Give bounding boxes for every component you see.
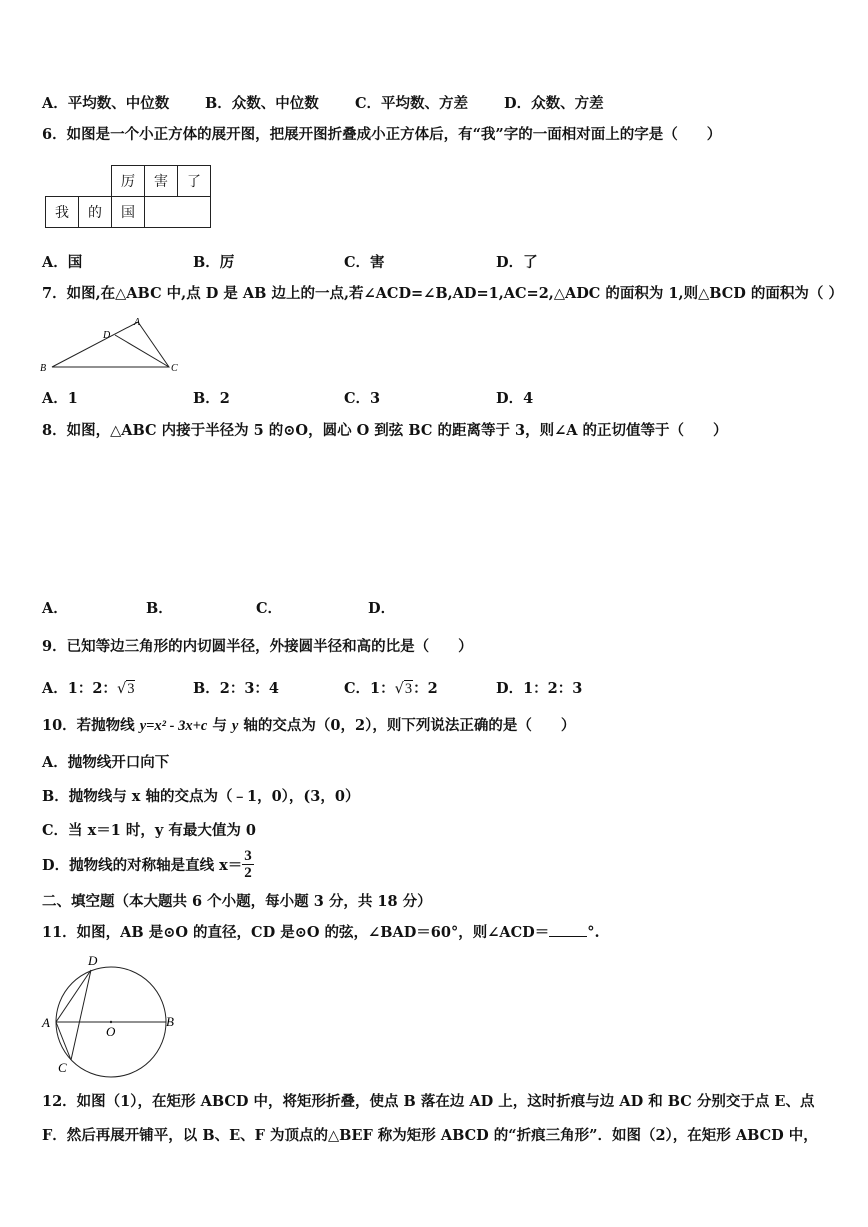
q8-option-c: C． [256, 600, 283, 617]
q5-option-b: B．众数、中位数 [205, 95, 319, 112]
q6-option-a: A．国 [42, 254, 83, 271]
q5-option-c: C．平均数、方差 [355, 95, 469, 112]
q12-line-2: F．然后再展开铺平，以 B、E、F 为顶点的△BEF 称为矩形 ABCD 的“折痕三角形”．如图（2），在矩形 ABCD 中， [42, 1127, 818, 1144]
q9-option-c-text: C．1： [344, 680, 395, 697]
label-a: A [42, 1015, 50, 1030]
q10-stem: 10．若抛物线 y=x² - 3x+c 与 y 轴的交点为（0，2），则下列说法正确的是（ ） [42, 717, 576, 734]
q7-option-d: D．4 [496, 390, 534, 407]
label-b: B [40, 363, 47, 374]
circle-o-figure [38, 950, 188, 1078]
q9-option-a-text: A．1：2： [42, 680, 117, 697]
net-cell: 国 [112, 197, 145, 228]
q10-formula: y=x² - 3x+c [139, 718, 208, 734]
sqrt-symbol: √3 [394, 681, 413, 697]
q6-stem: 6．如图是一个小正方体的展开图，把展开图折叠成小正方体后，有“我”字的一面相对面上的字是（ ） [42, 126, 722, 143]
label-c: C [171, 363, 178, 374]
answer-blank [549, 922, 587, 937]
label-o: O [106, 1024, 116, 1039]
q10-option-a: A．抛物线开口向下 [42, 754, 170, 771]
fraction: $\frac{3}{2}$ [244, 848, 252, 881]
q9-option-d: D．1：2：3 [496, 680, 583, 697]
net-cell: 害 [145, 166, 178, 197]
q10-option-d: D．抛物线的对称轴是直线 x＝ $\frac{3}{2}$ [42, 848, 252, 881]
q9-option-b: B．2：3：4 [193, 680, 280, 697]
q9-option-c-suffix: ：2 [413, 680, 438, 697]
net-empty-cell [178, 197, 211, 228]
label-d: D [103, 330, 111, 341]
q7-stem: 7．如图,在△ABC 中,点 D 是 AB 边上的一点,若∠ACD=∠B,AD=1,AC=2,△ADC 的面积为 1,则△BCD 的面积为（ ） [42, 285, 843, 302]
q11-stem: 11．如图，AB 是⊙O 的直径，CD 是⊙O 的弦，∠BAD＝60°，则∠ACD＝ °. [42, 924, 600, 941]
net-cell: 厉 [112, 166, 145, 197]
q9-option-c [344, 677, 438, 698]
label-b: B [166, 1014, 174, 1029]
q8-option-b: B． [146, 600, 173, 617]
cube-net-figure [45, 165, 211, 228]
net-cell: 我 [46, 197, 79, 228]
q9-stem: 9．已知等边三角形的内切圆半径，外接圆半径和高的比是（ ） [42, 638, 473, 655]
q8-stem: 8．如图，△ABC 内接于半径为 5 的⊙O，圆心 O 到弦 BC 的距离等于 3，则∠A 的正切值等于（ ） [42, 422, 728, 439]
q6-option-c: C．害 [344, 254, 385, 271]
net-cell: 的 [79, 197, 112, 228]
q7-option-b: B．2 [193, 390, 230, 407]
q5-option-a: A．平均数、中位数 [42, 95, 170, 112]
label-c: C [58, 1060, 67, 1075]
section-heading: 二、填空题（本大题共 6 个小题，每小题 3 分，共 18 分） [42, 893, 432, 910]
label-d: D [88, 953, 98, 968]
q12-line-1: 12．如图（1），在矩形 ABCD 中，将矩形折叠，使点 B 落在边 AD 上，这时折痕与边 AD 和 BC 分别交于点 E、点 [42, 1093, 815, 1110]
q10-option-c: C．当 x＝1 时，y 有最大值为 0 [42, 822, 256, 839]
net-empty-cell [145, 197, 178, 228]
q8-option-d: D． [368, 600, 396, 617]
q8-option-a: A． [42, 600, 68, 617]
q10-option-b: B．抛物线与 x 轴的交点为（﹣1，0），(3，0） [42, 788, 360, 805]
q9-option-a [42, 677, 135, 698]
sqrt-symbol: √3 [116, 681, 135, 697]
triangle-abc-figure [38, 315, 188, 377]
label-a: A [134, 317, 141, 328]
net-empty-cell [46, 166, 79, 197]
q6-option-d: D．了 [496, 254, 538, 271]
q6-option-b: B．厉 [193, 254, 235, 271]
net-cell: 了 [178, 166, 211, 197]
net-empty-cell [79, 166, 112, 197]
q7-option-c: C．3 [344, 390, 381, 407]
q7-option-a: A．1 [42, 390, 78, 407]
q5-option-d: D．众数、方差 [504, 95, 604, 112]
